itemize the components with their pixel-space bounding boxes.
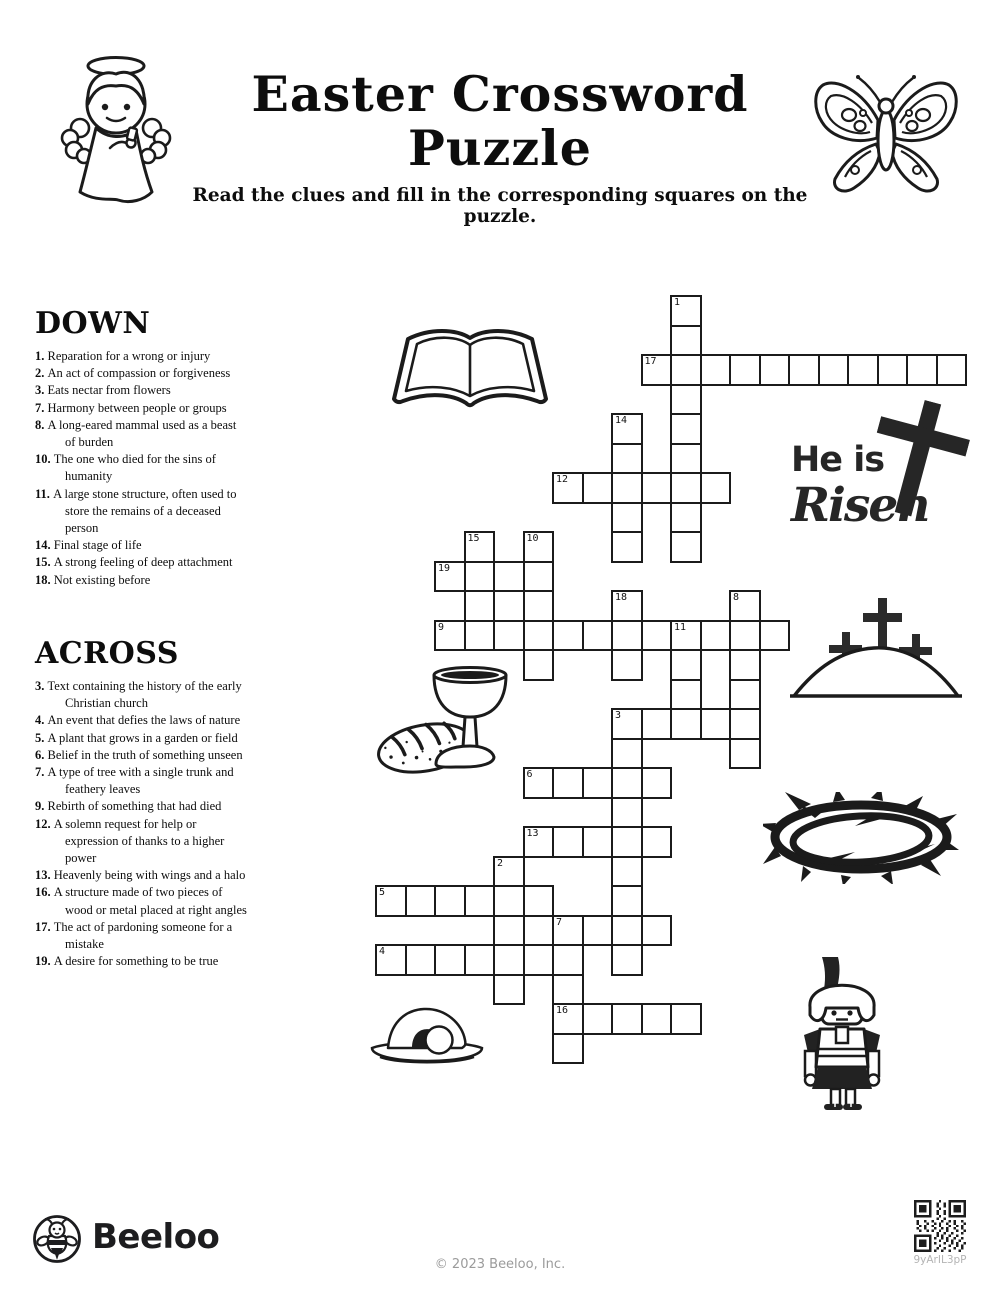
qr-code xyxy=(914,1200,966,1252)
crossword-cell[interactable] xyxy=(847,354,879,386)
clue-across-13: 13. Heavenly being with wings and a halo xyxy=(35,868,246,883)
crossword-cell[interactable] xyxy=(729,590,761,622)
crossword-cell[interactable] xyxy=(464,885,496,917)
crossword-cell[interactable] xyxy=(552,915,584,947)
crossword-cell[interactable] xyxy=(670,531,702,563)
crossword-cell[interactable] xyxy=(434,885,466,917)
clue-across-9: 9. Rebirth of something that had died xyxy=(35,799,222,814)
cell-number: 1 xyxy=(674,297,681,308)
crossword-cell[interactable] xyxy=(641,826,673,858)
clue-across-6: 6. Belief in the truth of something unseen xyxy=(35,747,243,762)
qr-code-label: 9yArIL3pP xyxy=(913,1254,967,1266)
cell-number: 13 xyxy=(526,828,539,839)
crossword-cell[interactable] xyxy=(523,531,555,563)
crossword-cell[interactable] xyxy=(641,915,673,947)
cell-number: 12 xyxy=(556,474,569,485)
down-clues xyxy=(35,348,249,589)
crossword-cell[interactable] xyxy=(611,620,643,652)
clue-across-16: 16. A structure made of two pieces of wood or metal placed at right angles xyxy=(35,885,247,917)
copyright-text: © 2023 Beeloo, Inc. xyxy=(434,1257,566,1272)
crossword-cell[interactable] xyxy=(375,944,407,976)
crossword-cell[interactable] xyxy=(611,443,643,475)
cell-number: 18 xyxy=(615,592,628,603)
cell-number: 7 xyxy=(556,916,563,928)
crossword-cell[interactable] xyxy=(523,590,555,622)
crossword-cell[interactable] xyxy=(552,1033,584,1065)
cell-number: 16 xyxy=(556,1005,569,1016)
clue-down-14: 14. Final stage of life xyxy=(35,538,142,553)
cell-number: 4 xyxy=(379,946,386,957)
clue-down-8: 8. A long-eared mammal used as a beast of burden xyxy=(35,417,237,450)
cell-number: 11 xyxy=(674,621,687,633)
crossword-cell[interactable] xyxy=(464,944,496,976)
crossword-cell[interactable] xyxy=(906,354,938,386)
crossword-cell[interactable] xyxy=(552,472,584,504)
clue-down-7: 7. Harmony between people or groups xyxy=(35,400,227,415)
clue-down-1: 1. Reparation for a wrong or injury xyxy=(35,349,211,363)
crossword-cell[interactable] xyxy=(611,472,643,504)
crossword-cell[interactable] xyxy=(670,443,702,475)
crossword-cell[interactable] xyxy=(670,295,702,327)
crossword-cell[interactable] xyxy=(641,767,673,799)
page-subtitle: Read the clues and fill in the corresponding squares on the puzzle. xyxy=(192,184,808,227)
he-is-text: He is xyxy=(791,440,885,480)
crossword-cell[interactable] xyxy=(611,502,643,534)
crossword-cell[interactable] xyxy=(464,561,496,593)
crossword-cell[interactable] xyxy=(434,561,466,593)
page-header xyxy=(168,65,832,227)
clue-across-3: 3. Text containing the history of the early Christian church xyxy=(35,679,242,711)
crossword-cell[interactable] xyxy=(641,620,673,652)
clue-down-15: 15. A strong feeling of deep attachment xyxy=(35,555,233,570)
crossword-cell[interactable] xyxy=(582,620,614,652)
crossword-cell[interactable] xyxy=(670,472,702,504)
crossword-cell[interactable] xyxy=(700,708,732,740)
crossword-cell[interactable] xyxy=(552,620,584,652)
angel-illustration xyxy=(52,52,180,204)
crossword-cell[interactable] xyxy=(611,856,643,888)
crossword-cell[interactable] xyxy=(670,354,702,386)
crossword-cell[interactable] xyxy=(523,561,555,593)
crossword-cell[interactable] xyxy=(493,620,525,652)
cell-number: 9 xyxy=(438,621,445,633)
cell-number: 14 xyxy=(615,415,628,426)
down-heading: DOWN xyxy=(35,306,151,341)
clue-across-5: 5. A plant that grows in a garden or field xyxy=(35,730,238,745)
crossword-cell[interactable] xyxy=(729,649,761,681)
clue-across-19: 19. A desire for something to be true xyxy=(35,954,219,969)
cell-number: 3 xyxy=(615,710,622,721)
crossword-cell[interactable] xyxy=(670,413,702,445)
crossword-cell[interactable] xyxy=(611,590,643,622)
crossword-cell[interactable] xyxy=(552,974,584,1006)
clue-across-7: 7. A type of tree with a single trunk and feathery leaves xyxy=(35,765,234,797)
crossword-cell[interactable] xyxy=(670,384,702,416)
crossword-cell[interactable] xyxy=(641,354,673,386)
crossword-cell[interactable] xyxy=(877,354,909,386)
crossword-cell[interactable] xyxy=(434,620,466,652)
crossword-cell[interactable] xyxy=(523,620,555,652)
crossword-cell[interactable] xyxy=(523,885,555,917)
crossword-cell[interactable] xyxy=(611,826,643,858)
cell-number: 8 xyxy=(733,592,740,603)
crossword-cell[interactable] xyxy=(582,915,614,947)
clue-down-10: 10. The one who died for the sins of humanity xyxy=(35,452,216,484)
crossword-cell[interactable] xyxy=(611,915,643,947)
crossword-cell[interactable] xyxy=(464,531,496,563)
crossword-cell[interactable] xyxy=(493,561,525,593)
down-clues-section xyxy=(35,306,249,589)
crossword-cell[interactable] xyxy=(611,413,643,445)
crossword-cell[interactable] xyxy=(700,620,732,652)
crossword-cell[interactable] xyxy=(523,826,555,858)
crossword-cell[interactable] xyxy=(818,354,850,386)
page-title: Easter Crossword Puzzle xyxy=(251,65,749,177)
crossword-cell[interactable] xyxy=(375,885,407,917)
cell-number: 2 xyxy=(497,857,504,869)
clue-down-11: 11. A large stone structure, often used to store the remains of a deceased person xyxy=(35,486,237,536)
across-clues-section xyxy=(35,636,249,970)
crossword-cell[interactable] xyxy=(670,1003,702,1035)
crossword-cell[interactable] xyxy=(729,620,761,652)
crossword-cell[interactable] xyxy=(611,708,643,740)
crossword-cell[interactable] xyxy=(582,767,614,799)
crossword-cell[interactable] xyxy=(493,915,525,947)
across-clues xyxy=(35,678,249,970)
crossword-cell[interactable] xyxy=(523,649,555,681)
crossword-cell[interactable] xyxy=(434,944,466,976)
crossword-cell[interactable] xyxy=(670,649,702,681)
cell-number: 5 xyxy=(379,887,386,898)
butterfly-illustration xyxy=(810,58,962,198)
cell-number: 15 xyxy=(467,533,480,544)
crossword-cell[interactable] xyxy=(552,1003,584,1035)
clue-down-2: 2. An act of compassion or forgiveness xyxy=(35,366,231,381)
crossword-cell[interactable] xyxy=(611,885,643,917)
crossword-cell[interactable] xyxy=(936,354,968,386)
crossword-cell[interactable] xyxy=(670,679,702,711)
crossword-cell[interactable] xyxy=(641,472,673,504)
clue-across-4: 4. An event that defies the laws of nature xyxy=(35,713,241,728)
crossword-cell[interactable] xyxy=(700,354,732,386)
crossword-cell[interactable] xyxy=(493,974,525,1006)
cell-number: 17 xyxy=(644,356,657,367)
crossword-cell[interactable] xyxy=(611,1003,643,1035)
crossword-cell[interactable] xyxy=(641,708,673,740)
beeloo-brand-text: Beeloo xyxy=(92,1217,220,1257)
crossword-cell[interactable] xyxy=(611,531,643,563)
crossword-cell[interactable] xyxy=(641,1003,673,1035)
crossword-cell[interactable] xyxy=(405,885,437,917)
across-heading: ACROSS xyxy=(35,636,179,671)
crossword-cell[interactable] xyxy=(729,354,761,386)
crossword-cell[interactable] xyxy=(523,944,555,976)
crossword-cell[interactable] xyxy=(759,354,791,386)
clue-across-12: 12. A solemn request for help or expression of thanks to a higher power xyxy=(35,816,225,866)
crossword-cell[interactable] xyxy=(405,944,437,976)
crossword-cell[interactable] xyxy=(700,472,732,504)
crossword-cell[interactable] xyxy=(611,738,643,770)
crossword-cell[interactable] xyxy=(611,767,643,799)
crossword-cell[interactable] xyxy=(552,944,584,976)
crossword-cell[interactable] xyxy=(552,767,584,799)
cell-number: 10 xyxy=(526,533,539,544)
clue-across-17: 17. The act of pardoning someone for a mistake xyxy=(35,919,233,952)
crossword-cell[interactable] xyxy=(729,738,761,770)
crossword-cell[interactable] xyxy=(729,679,761,711)
clue-down-3: 3. Eats nectar from flowers xyxy=(35,383,171,398)
crossword-cell[interactable] xyxy=(670,620,702,652)
crossword-cell[interactable] xyxy=(582,826,614,858)
crossword-cell[interactable] xyxy=(611,944,643,976)
crossword-grid xyxy=(375,295,969,1065)
crossword-cell[interactable] xyxy=(788,354,820,386)
crossword-cell[interactable] xyxy=(493,944,525,976)
crossword-cell[interactable] xyxy=(552,826,584,858)
crossword-cell[interactable] xyxy=(493,885,525,917)
crossword-cell[interactable] xyxy=(464,590,496,622)
crossword-cell[interactable] xyxy=(523,767,555,799)
crossword-cell[interactable] xyxy=(729,708,761,740)
crossword-cell[interactable] xyxy=(670,502,702,534)
crossword-cell[interactable] xyxy=(493,856,525,888)
crossword-cell[interactable] xyxy=(759,620,791,652)
crossword-cell[interactable] xyxy=(670,325,702,357)
cell-number: 6 xyxy=(526,769,533,780)
crossword-cell[interactable] xyxy=(611,797,643,829)
crossword-cell[interactable] xyxy=(611,649,643,681)
cell-number: 19 xyxy=(438,562,451,574)
crossword-cell[interactable] xyxy=(582,472,614,504)
crossword-cell[interactable] xyxy=(464,620,496,652)
crossword-cell[interactable] xyxy=(670,708,702,740)
crossword-cell[interactable] xyxy=(582,1003,614,1035)
clue-down-18: 18. Not existing before xyxy=(35,572,151,587)
risen-text: Risen xyxy=(791,478,929,533)
